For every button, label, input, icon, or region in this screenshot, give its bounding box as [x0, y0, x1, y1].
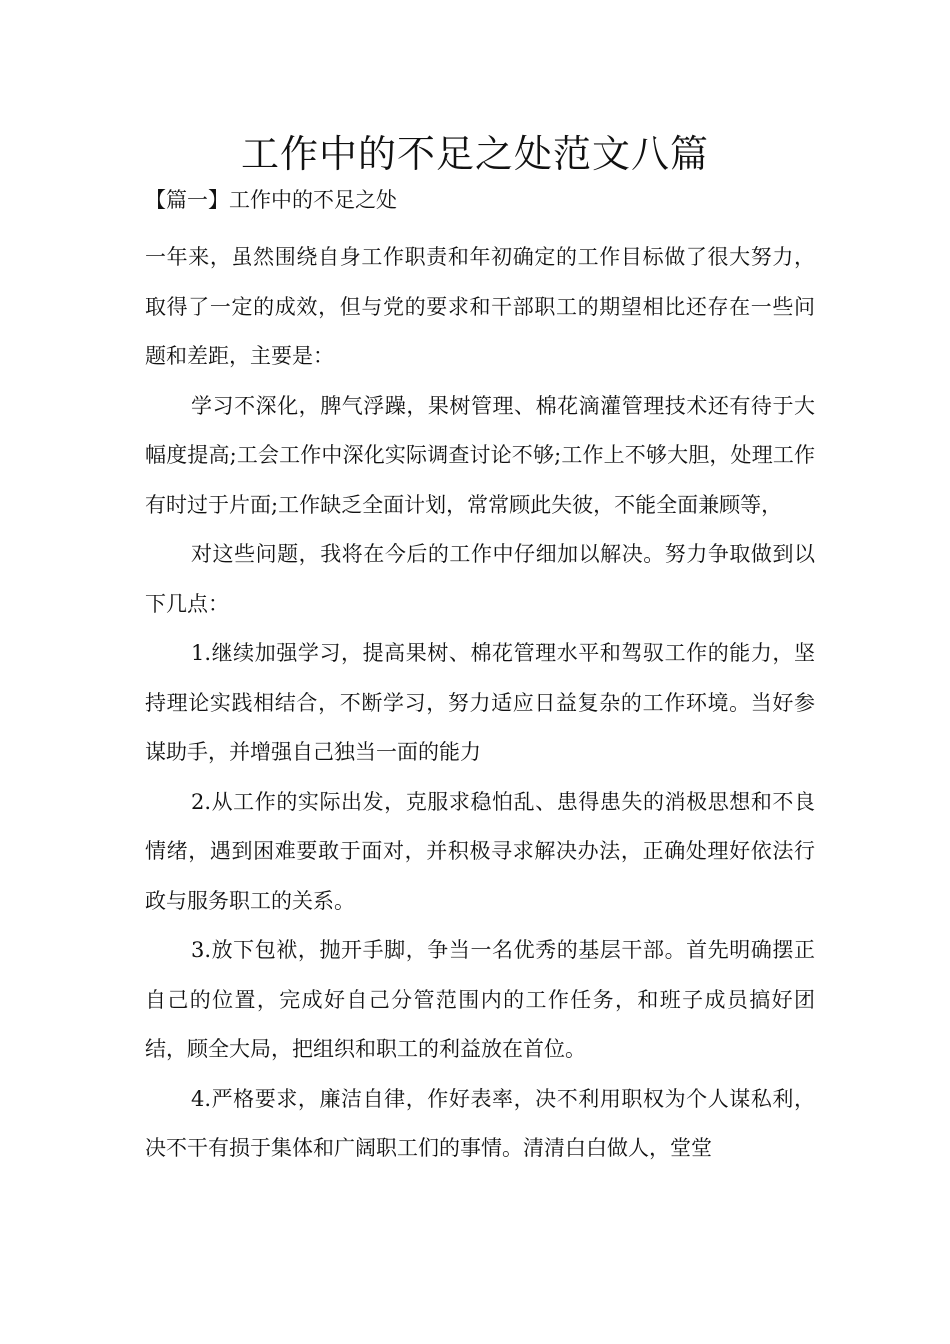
paragraph-point-2: 2.从工作的实际出发，克服求稳怕乱、患得患失的消极思想和不良情绪，遇到困难要敢于面对，并积极寻求解决办法，正确处理好依法行政与服务职工的关系。: [145, 789, 815, 913]
paragraph-point-3: 3.放下包袱，抛开手脚，争当一名优秀的基层干部。首先明确摆正自己的位置，完成好自己分管范围内的工作任务，和班子成员搞好团结，顾全大局，把组织和职工的利益放在首位。: [145, 938, 815, 1061]
document-body: [145, 233, 815, 1174]
paragraph-intro: 一年来，虽然围绕自身工作职责和年初确定的工作目标做了很大努力，取得了一定的成效，但与党的要求和干部职工的期望相比还存在一些问题和差距，主要是：: [145, 245, 815, 368]
paragraph-resolution: 对这些问题，我将在今后的工作中仔细加以解决。努力争取做到以下几点：: [145, 542, 815, 616]
section-heading: 【篇一】工作中的不足之处: [145, 188, 397, 212]
paragraph-problems: 学习不深化，脾气浮躁，果树管理、棉花滴灌管理技术还有待于大幅度提高;工会工作中深化实际调查讨论不够;工作上不够大胆，处理工作有时过于片面;工作缺乏全面计划，常常顾此失彼，不能全面兼顾等，: [145, 393, 815, 517]
document-title: 工作中的不足之处范文八篇: [240, 132, 709, 176]
paragraph-point-1: 1.继续加强学习，提高果树、棉花管理水平和驾驭工作的能力，坚持理论实践相结合，不断学习，努力适应日益复杂的工作环境。当好参谋助手，并增强自己独当一面的能力: [145, 641, 815, 764]
paragraph-point-4: 4.严格要求，廉洁自律，作好表率，决不利用职权为个人谋私利，决不干有损于集体和广阔职工们的事情。清清白白做人，堂堂: [145, 1086, 815, 1160]
